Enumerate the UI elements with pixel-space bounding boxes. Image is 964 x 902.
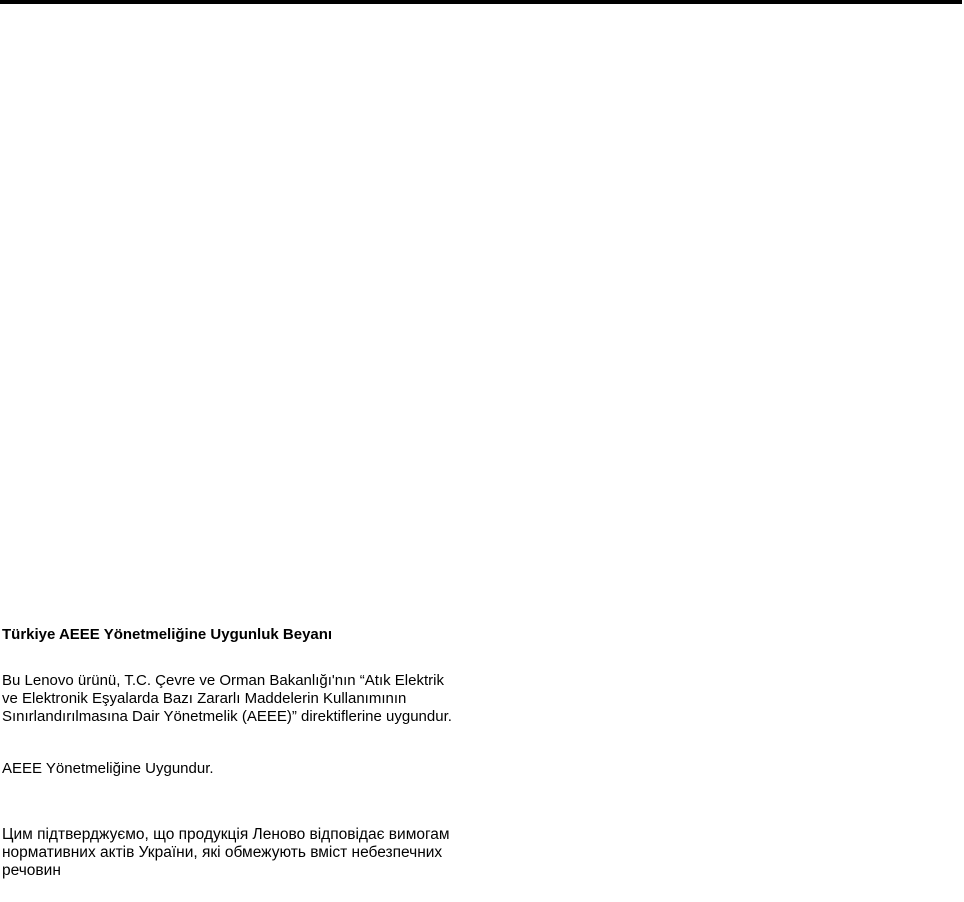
top-rule bbox=[0, 0, 962, 4]
turkey-section-heading: Türkiye AEEE Yönetmeliğine Uygunluk Beyanı bbox=[2, 626, 333, 643]
turkey-conformity-statement bbox=[2, 760, 214, 778]
ukraine-declaration-line: Цим підтверджуємо, що продукція Леново відповідає вимогам bbox=[2, 826, 450, 843]
ukraine-declaration-line: нормативних актів України, які обмежують вміст небезпечних bbox=[2, 844, 443, 861]
ukraine-declaration-paragraph bbox=[2, 826, 450, 880]
turkey-conformity-line: AEEE Yönetmeliğine Uygundur. bbox=[2, 760, 214, 777]
turkey-declaration-line: Sınırlandırılmasına Dair Yönetmelik (AEEE)” direktiflerine uygundur. bbox=[2, 708, 452, 725]
turkey-declaration-line: Bu Lenovo ürünü, T.C. Çevre ve Orman Bakanlığı'nın “Atık Elektrik bbox=[2, 672, 444, 689]
turkey-declaration-line: ve Elektronik Eşyalarda Bazı Zararlı Maddelerin Kullanımının bbox=[2, 690, 407, 707]
turkey-declaration-paragraph bbox=[2, 672, 452, 726]
ukraine-declaration-line: речовин bbox=[2, 862, 61, 879]
